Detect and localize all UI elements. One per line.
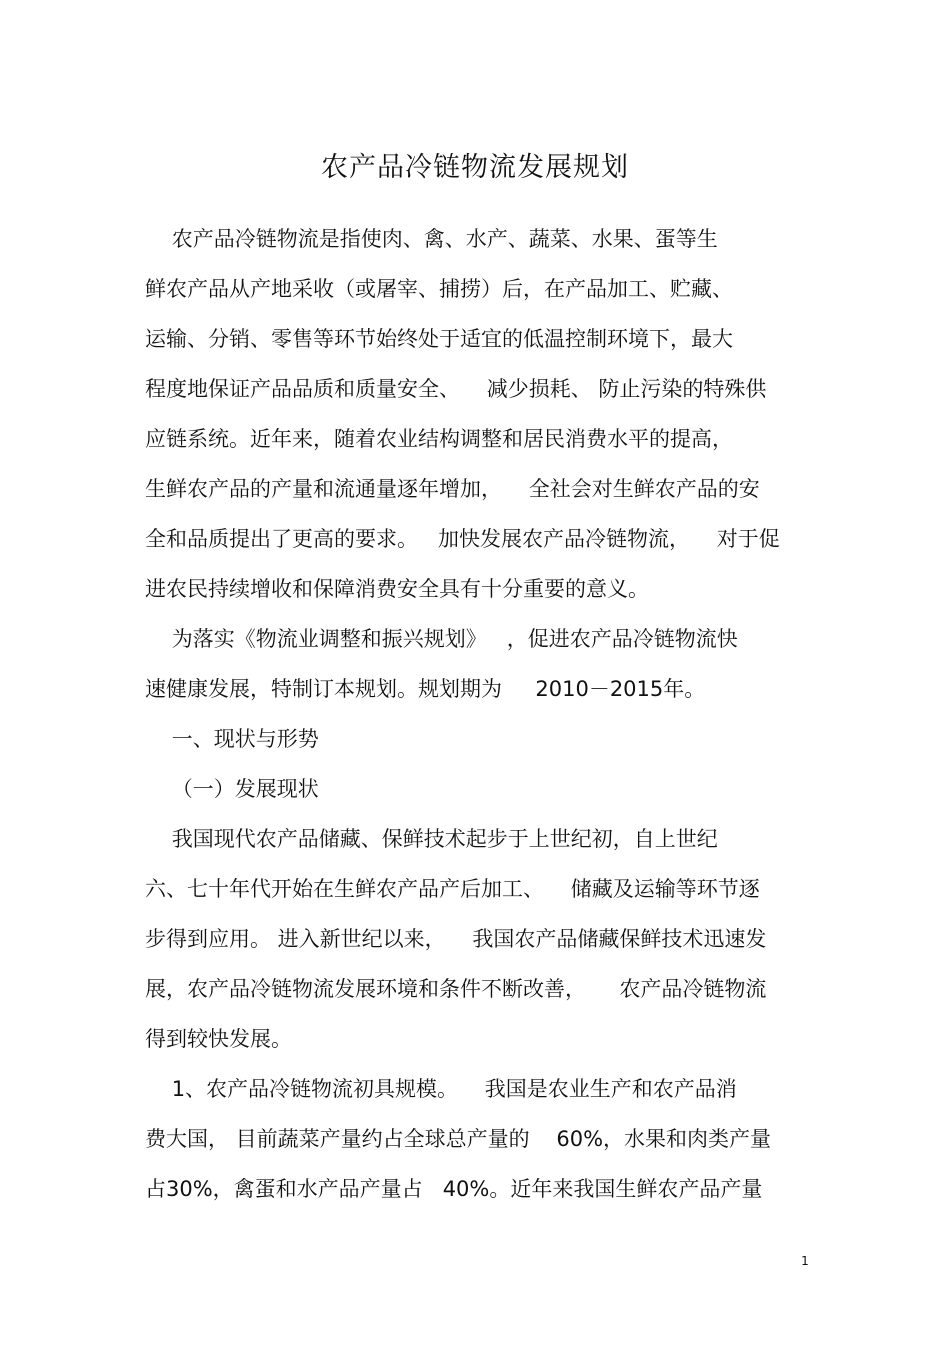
paragraph-line: 生鲜农产品的产量和流通量逐年增加， 全社会对生鲜农产品的安: [145, 477, 760, 501]
paragraph-line: 全和品质提出了更高的要求。 加快发展农产品冷链物流， 对于促: [145, 527, 780, 551]
paragraph-line: 费大国， 目前蔬菜产量约占全球总产量的 60%，水果和肉类产量: [145, 1127, 772, 1151]
paragraph-line: 步得到应用。 进入新世纪以来， 我国农产品储藏保鲜技术迅速发: [145, 927, 767, 951]
paragraph-line: 速健康发展，特制订本规划。规划期为 2010－2015年。: [145, 677, 706, 701]
subsection-heading: （一）发展现状: [145, 777, 319, 801]
paragraph-line: 1、农产品冷链物流初具规模。 我国是农业生产和农产品消: [145, 1077, 737, 1101]
section-heading: 一、现状与形势: [145, 727, 319, 751]
paragraph-line: 得到较快发展。: [145, 1027, 292, 1051]
paragraph-line: 占30%，禽蛋和水产品产量占 40%。近年来我国生鲜农产品产量: [145, 1177, 763, 1201]
paragraph-line: 鲜农产品从产地采收（或屠宰、捕捞）后，在产品加工、贮藏、: [145, 277, 733, 301]
paragraph-line: 为落实《物流业调整和振兴规划》 ，促进农产品冷链物流快: [145, 627, 738, 651]
paragraph-line: 运输、分销、零售等环节始终处于适宜的低温控制环境下，最大: [145, 327, 733, 351]
paragraph-line: 展，农产品冷链物流发展环境和条件不断改善， 农产品冷链物流: [145, 977, 767, 1001]
paragraph-line: 进农民持续增收和保障消费安全具有十分重要的意义。: [145, 577, 649, 601]
paragraph-line: 我国现代农产品储藏、保鲜技术起步于上世纪初，自上世纪: [145, 827, 718, 851]
page-number: 1: [801, 1254, 809, 1268]
paragraph-line: 应链系统。近年来，随着农业结构调整和居民消费水平的提高，: [145, 427, 733, 451]
paragraph-line: 农产品冷链物流是指使肉、禽、水产、蔬菜、水果、蛋等生: [145, 227, 718, 251]
paragraph-line: 程度地保证产品品质和质量安全、 减少损耗、 防止污染的特殊供: [145, 377, 767, 401]
document-title: 农产品冷链物流发展规划: [321, 152, 629, 183]
paragraph-line: 六、七十年代开始在生鲜农产品产后加工、 储藏及运输等环节逐: [145, 877, 760, 901]
